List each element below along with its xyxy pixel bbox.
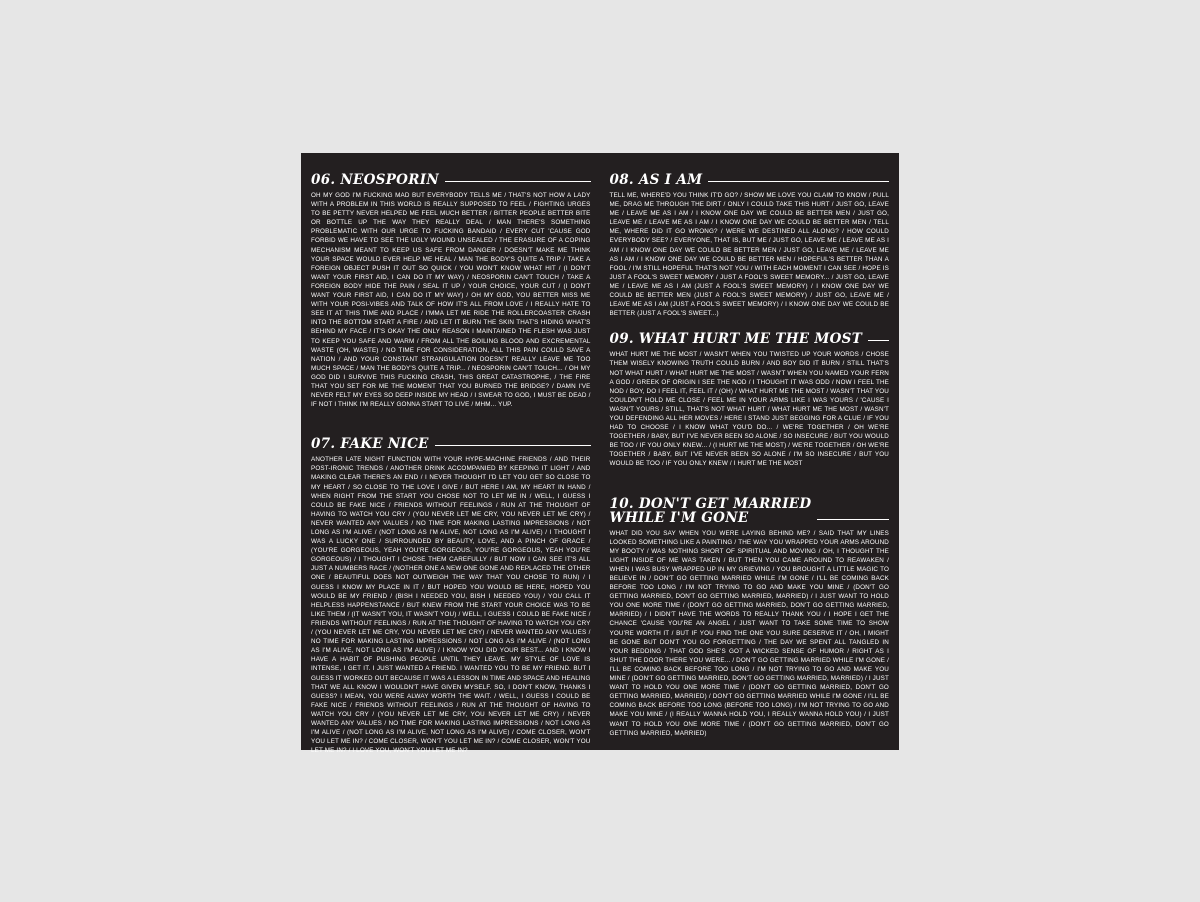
song-title-row xyxy=(311,437,591,451)
song-title: 09. WHAT HURT ME THE MOST xyxy=(609,331,863,348)
song-title-row xyxy=(610,497,890,525)
song-title: 10. DON'T GET MARRIED WHILE I'M GONE xyxy=(609,495,812,526)
song-title-row xyxy=(610,173,890,187)
left-column xyxy=(311,172,591,755)
song-lyrics: TELL ME, WHERE'D YOU THINK IT'D GO? / SHOW ME LOVE YOU CLAIM TO KNOW / PULL ME, DRAG ME THROUGH THE DIRT / ONLY I COULD TAKE THIS HURT / JUST GO, LEAVE ME / LEAVE ME AS I AM / I KNOW ONE DAY WE COULD BE BETTER MEN / JUST GO, LEAVE ME / LEAVE ME AS I AM / I KNOW ONE DAY WE COULD BE BETTER MEN / TELL ME, WHERE DID IT GO WRONG? / WERE WE DESTINED ALL ALONG? / HOW COULD EVERYBODY SEE? / EVERYONE, THAT IS, BUT ME / JUST GO, LEAVE ME / LEAVE ME AS I AM / I KNOW ONE DAY WE COULD BE BETTER MEN / JUST GO, LEAVE ME / LEAVE ME AS I AM / I KNOW ONE DAY WE COULD BE BETTER MEN / HOPEFUL'S BETTER THAN A FOOL / I'M STILL HOPEFUL THAT'S NOT YOU / WITH EACH MOMENT I CAN SEE / HOPE IS JUST A FOOL'S SWEET MEMORY / JUST A FOOL'S SWEET MEMORY... / JUST GO, LEAVE ME / LEAVE ME AS I AM (JUST A FOOL'S SWEET MEMORY) / I KNOW ONE DAY WE COULD BE BETTER MEN (JUST A FOOL'S SWEET MEMORY) / JUST GO, LEAVE ME / LEAVE ME AS I AM (JUST A FOOL'S SWEET MEMORY) / I KNOW ONE DAY WE COULD BE BETTER (JUST A FOOL'S SWEET...) xyxy=(609,192,889,318)
song-fake-nice xyxy=(311,437,591,755)
lyrics-sheet xyxy=(301,153,899,755)
title-rule xyxy=(817,519,889,520)
title-rule xyxy=(435,445,591,446)
song-title-row xyxy=(610,332,890,346)
right-column xyxy=(610,173,890,750)
title-rule xyxy=(868,340,889,341)
song-title: 07. FAKE NICE xyxy=(311,436,429,453)
song-lyrics: WHAT HURT ME THE MOST / WASN'T WHEN YOU TWISTED UP YOUR WORDS / CHOSE THEM WISELY KNOWING TRUTH COULD BURN / AND BOY DID IT BURN / STILL THAT'S NOT WHAT HURT / WHAT HURT ME THE MOST / WASN'T WHEN YOU NAMED YOUR FERN A GOD / GREEK OF ORIGIN I SEE THE NOD / I THOUGHT IT WAS ODD / NOW I FEEL THE NOD / BOY, DO I FEEL IT, FEEL IT / (OH) / WHAT HURT ME THE MOST / WASN'T THAT YOU COULDN'T HOLD ME CLOSE / FEEL ME IN YOUR ARMS LIKE I WAS YOURS / 'CAUSE I WASN'T YOURS / STILL, THAT'S NOT WHAT HURT / WHAT HURT ME THE MOST / WASN'T YOU DEFENDING ALL HER MOVES / HERE I STAND JUST BEGGING FOR A CLUE / IF YOU HAD TO CHOOSE / I KNOW WHAT YOU'D DO... / WE'RE TOGETHER / OH WE'RE TOGETHER / BABY, BUT I'VE NEVER BEEN SO ALONE / SO INSECURE / BUT YOU WOULD BE TOO / IF YOU ONLY KNEW... / (I HURT ME THE MOST) / WE'RE TOGETHER / OH WE'RE TOGETHER / BABY, BUT I'VE NEVER BEEN SO ALONE / I'M SO INSECURE / BUT YOU WOULD BE TOO / IF YOU ONLY KNEW / I HURT ME THE MOST xyxy=(609,351,889,468)
title-rule xyxy=(445,181,590,182)
song-dont-get-married xyxy=(610,497,890,738)
song-lyrics: ANOTHER LATE NIGHT FUNCTION WITH YOUR HYPE-MACHINE FRIENDS / AND THEIR POST-IRONIC TRENDS / ANOTHER DRINK ACCOMPANIED BY KEEPING IT LIGHT / AND MAKING CLEAR THERE'S AN END / I NEVER THOUGHT I'D LET YOU GET SO CLOSE TO MY HEART / SO CLOSE TO THE LOVE I GIVE / BUT HERE I AM, MY HEART IN HAND / WHEN RIGHT FROM THE START YOU CHOSE NOT TO LET ME IN / WELL, I GUESS I COULD BE FAKE NICE / FRIENDS WITHOUT FEELINGS / RUN AT THE THOUGHT OF HAVING TO WATCH YOU CRY / (YOU NEVER LET ME CRY, YOU NEVER LET ME CRY) / NEVER WANTED ANY VALUES / NO TIME FOR MAKING LASTING IMPRESSIONS / NOT LONG AS I'M ALIVE / (NOT LONG AS I'M ALIVE, NOT LONG AS I'M ALIVE) / I THOUGHT I WAS A LUCKY ONE / SURROUNDED BY BEAUTY, LOVE, AND A PINCH OF GRACE / (YOU'RE GORGEOUS, YEAH YOU'RE GORGEOUS, YOU'RE GORGEOUS, YEAH YOU'RE GORGEOUS) / I THOUGHT I CHOSE THEM CAREFULLY / BUT NOW I CAN SEE IT'S ALL JUST A NUMBERS RACE / (NOTHER ONE A NEW ONE GONE AND REPLACED THE OTHER ONE / BEAUTIFUL DOES NOT OUTWEIGH THE WAY THAT YOU CHOSE TO RUN) / I GUESS I KNOW MY PLACE IN IT / BUT HOPED YOU WOULD BE HERE, HOPED YOU WOULD BE MY FRIEND / (BISH I NEEDED YOU, BISH I NEEDED YOU) / YOU CALL IT HELPLESS HAPPENSTANCE / BUT KNEW FROM THE START YOUR CHOICE WAS TO BE LIKE THEM / (IT WASN'T YOU, IT WASN'T YOU) / WELL, I GUESS I COULD BE FAKE NICE / FRIENDS WITHOUT FEELINGS / RUN AT THE THOUGHT OF HAVING TO WATCH YOU CRY / (YOU NEVER LET ME CRY, YOU NEVER LET ME CRY) / NEVER WANTED ANY VALUES / NO TIME FOR MAKING LASTING IMPRESSIONS / NOT LONG AS I'M ALIVE / (NOT LONG AS I'M ALIVE, NOT LONG AS I'M ALIVE) / I KNOW YOU DID YOUR BEST... AND I KNOW I HAVE A HABIT OF PUSHING PEOPLE UNTIL THEY LEAVE. MY STYLE OF LOVE IS INTENSE, I GET IT. I JUST WANTED A FRIEND. I WANTED YOU TO BE MY FRIEND. BUT I GUESS IT WORKED OUT BECAUSE IT WAS A LESSON IN TIME AND SPACE AND HEALING THAT WE ALL KNOW I WOULDN'T HAVE GIVEN MYSELF. SO, I DON'T KNOW, THANKS I GUESS? I MEAN, YOU WERE ALWAY WORTH THE WAIT. / WELL, I GUESS I COULD BE FAKE NICE / FRIENDS WITHOUT FEELINGS / RUN AT THE THOUGHT OF HAVING TO WATCH YOU CRY / (YOU NEVER LET ME CRY, YOU NEVER LET ME CRY) / NEVER WANTED ANY VALUES / NO TIME FOR MAKING LASTING IMPRESSIONS / NOT LONG AS I'M ALIVE / (NOT LONG AS I'M ALIVE, NOT LONG AS I'M ALIVE) / COME CLOSER, WON'T YOU LET ME IN? / COME CLOSER, WON'T YOU LET ME IN? / COME CLOSER, WON'T YOU LET ME IN? / I LOVE YOU, WON'T YOU LET ME IN? xyxy=(311,456,591,755)
title-rule xyxy=(708,181,889,182)
song-neosporin xyxy=(311,173,591,409)
song-what-hurt-me-the-most xyxy=(610,332,890,468)
song-title: 08. AS I AM xyxy=(609,172,703,188)
song-title: 06. NEOSPORIN xyxy=(311,172,440,188)
song-lyrics: WHAT DID YOU SAY WHEN YOU WERE LAYING BEHIND ME? / SAID THAT MY LINES LOOKED SOMETHING LIKE A PAINTING / THE WAY YOU WRAPPED YOUR ARMS AROUND MY BOOTY / WAS NOTHING SHORT OF SPIRITUAL AND MOVING / OH, I THOUGHT THE LIGHT INSIDE OF ME WAS TAKEN / BUT THEN YOU CAME AROUND TO REAWAKEN / WHEN I WAS BUSY WRAPPED UP IN MY GRIEVING / YOU BROUGHT A LITTLE MAGIC TO BELIEVE IN / DON'T GO GETTING MARRIED WHILE I'M GONE / I'LL BE COMING BACK BEFORE TOO LONG / I'M NOT TRYING TO GO AND MAKE YOU MINE / (DON'T GO GETTING MARRIED, DON'T GO GETTING MARRIED, MARRIED) / I JUST WANT TO HOLD YOU ONE MORE TIME / (DON'T GO GETTING MARRIED, DON'T GO GETTING MARRIED, MARRIED) / I DIDN'T HAVE THE WORDS TO REALLY THANK YOU / I HOPE I GET THE CHANCE 'CAUSE YOU'RE AN ANGEL / JUST WANT TO TAKE SOME TIME TO SHOW YOU'RE WORTH IT / BUT IF YOU FIND THE ONE YOU SURE DESERVE IT / OH, I MIGHT BE GONE BUT DON'T YOU GO FORGETTING / THE DAY WE SPENT ALL TANGLED IN YOUR BEDDING / THAT GOD SHE'S GOT A WICKED SENSE OF HUMOR / RIGHT AS I SHUT THE DOOR THERE YOU WERE... / DON'T GO GETTING MARRIED WHILE I'M GONE / I'LL BE COMING BACK BEFORE TOO LONG / I'M NOT TRYING TO GO AND MAKE YOU MINE / (DON'T GO GETTING MARRIED, DON'T GO GETTING MARRIED, MARRIED) / I JUST WANT TO HOLD YOU ONE MORE TIME / (DON'T GO GETTING MARRIED, DON'T GO GETTING MARRIED, MARRIED) / DON'T GO GETTING MARRIED WHILE I'M GONE / I'LL BE COMING BACK BEFORE TOO LONG (BEFORE TOO LONG) / I'M NOT TRYING TO GO AND MAKE YOU MINE / (I REALLY WANNA HOLD YOU, I REALLY WANNA HOLD YOU) / I JUST WANT TO HOLD YOU ONE MORE TIME / (DON'T GO GETTING MARRIED, DON'T GO GETTING MARRIED, MARRIED) xyxy=(609,529,889,737)
song-title-row xyxy=(311,173,591,187)
song-as-i-am xyxy=(610,173,890,318)
song-lyrics: OH MY GOD I'M FUCKING MAD BUT EVERYBODY TELLS ME / THAT'S NOT HOW A LADY WITH A PROBLEM IN THIS WORLD IS REALLY SUPPOSED TO FEEL / FIGHTING URGES TO BE PETTY NEVER HELPED ME FEEL MUCH BETTER / BITTER PEOPLE BETTER BITE OR BOTTLE UP THE WAY THEY REALLY DEAL / MAN THERE'S SOMETHING PROBLEMATIC WITH OUR URGE TO FUCKING BANDAID / EVERY CUT 'CAUSE GOD FORBID WE HAVE TO SEE THE UGLY WOUND UNSEALED / THE ERASURE OF A COPING MECHANISM MEANT TO KEEP US SAFE FROM DANGER / DOESN'T MAKE ME THINK YOUR SPACE WOULD EVER HELP ME HEAL / MAN THE BODY'S QUITE A TRIP / TAKE A FOREIGN OBJECT PUSH IT OUT SO QUICK / YOU WON'T KNOW WHAT HIT / (I DON'T WANT YOUR FIRST AID, I CAN DO IT MY WAY) / NEOSPORIN CAN'T TOUCH / TAKE A FOREIGN BODY HIDE THE PAIN / SEAL IT UP / YOUR CHOICE, YOUR CUT / (I DON'T WANT YOUR FIRST AID, I CAN DO IT MY WAY) / OH MY GOD, YOU BETTER MISS ME WITH YOUR POSI-VIBES AND TALK OF HOW IT'S ALL FROM LOVE / I REALLY HATE TO SEE IT AT THIS TIME AND PLACE / I'MMA LET ME RIDE THE ROLLERCOASTER CRASH INTO THE BOTTOM START A FIRE / AND LET IT BURN THE SKIN THAT'S HIDING WHAT'S BEHIND MY FACE / IT'S OKAY THE ONLY REASON I MAINTAINED THE FLESH WAS JUST TO KEEP YOU SAFE AND WARM / FROM ALL THE BOILING BLOOD AND EXCREMENTAL WASTE (OH, WASTE) / NO TIME FOR CONSIDERATION, ALL THIS PAIN COULD SAVE A NATION / AND YOUR CONSTANT STRANGULATION DOESN'T REALLY LEAVE ME TOO MUCH SPACE / MAN THE BODY'S QUITE A TRIP... / NEOSPORIN CAN'T TOUCH... / OH MY GOD DID I SURVIVE THIS FUCKING CRASH, THIS GREAT CATASTROPHE, / THE FIRE THAT YOU SET FOR ME THE MOMENT THAT YOU BURNED THE BRIDGE? / DAMN I'VE NEVER FELT MY EYES SO DEEP INSIDE MY HEAD / I SWEAR TO GOD, I MUST BE DEAD / IF NOT I THINK I'M REALLY GONNA START TO LIVE / MHM... YUP. xyxy=(311,192,591,409)
